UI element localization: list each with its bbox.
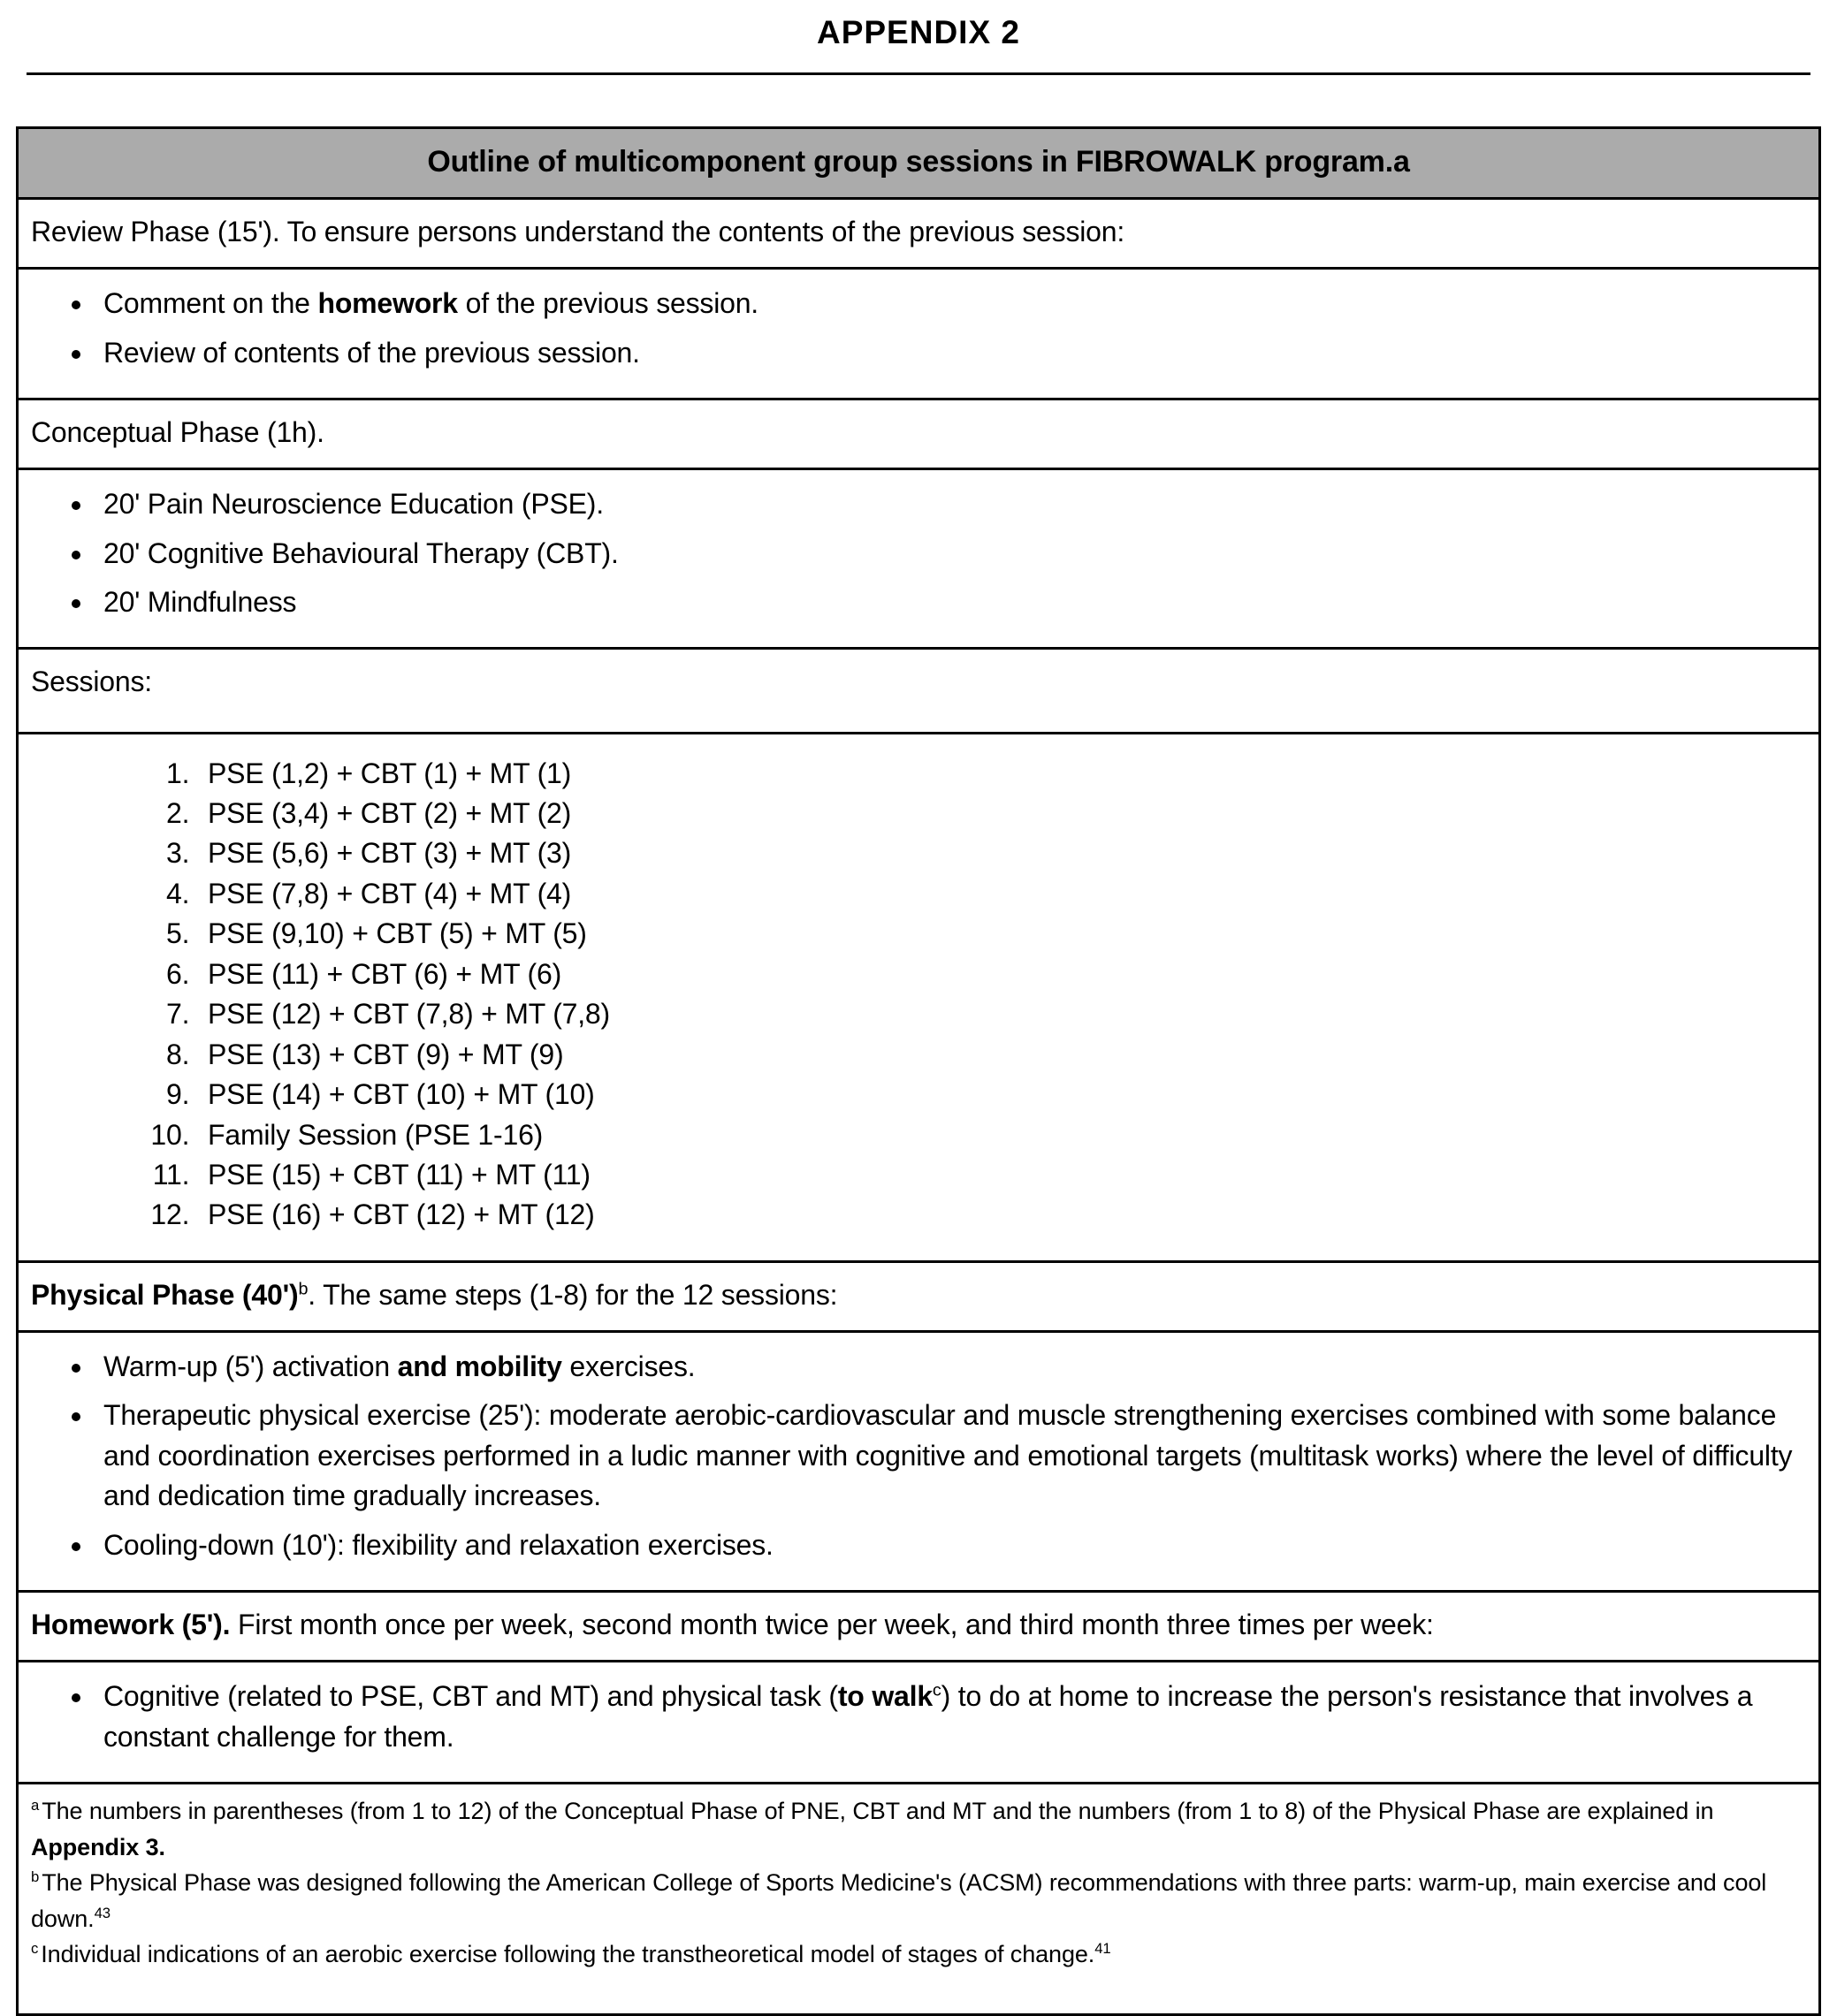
- list-item: • Therapeutic physical exercise (25'): moderate aerobic-cardiovascular and muscle strengthening exercises combined with some balance and coordination exercises performed in a ludic manner with cognitive and emotional targets (multitask works) where the level of difficulty and dedication time gradually increases.: [95, 1396, 1806, 1516]
- list-item: • Warm-up (5') activation and mobility exercises.: [95, 1347, 1806, 1387]
- row-review-phase-bullets: [19, 267, 1818, 398]
- review-bullet-list: [31, 284, 1806, 373]
- row-physical-phase-bullets: [19, 1330, 1818, 1590]
- sessions-label: Sessions:: [31, 666, 152, 698]
- sessions-numbered-list: [31, 754, 1806, 1236]
- list-item: 5. PSE (9,10) + CBT (5) + MT (5): [197, 914, 1806, 954]
- row-homework-bullets: [19, 1660, 1818, 1782]
- list-item: • Comment on the homework of the previous session.: [95, 284, 1806, 323]
- homework-heading: Homework (5'). First month once per week, second month twice per week, and third month three times per week:: [31, 1609, 1434, 1641]
- homework-bullet-list: [31, 1677, 1806, 1757]
- list-item: 3. PSE (5,6) + CBT (3) + MT (3): [197, 833, 1806, 873]
- page-title: APPENDIX 2: [816, 14, 1020, 50]
- footnote-c: $^c$ Individual indications of an aerobic exercise following the transtheoretical model of stages of change.$^{41}$: [31, 1940, 1111, 1968]
- review-phase-heading: Review Phase (15'). To ensure persons understand the contents of the previous session:: [31, 215, 1125, 247]
- row-conceptual-phase-heading: [19, 398, 1818, 468]
- list-item: • Review of contents of the previous session.: [95, 333, 1806, 373]
- list-item: • 20' Mindfulness: [95, 582, 1806, 622]
- list-item: 2. PSE (3,4) + CBT (2) + MT (2): [197, 794, 1806, 833]
- row-homework-heading: [19, 1590, 1818, 1660]
- list-item: • 20' Cognitive Behavioural Therapy (CBT).: [95, 534, 1806, 574]
- list-item: • Cooling-down (10'): flexibility and relaxation exercises.: [95, 1525, 1806, 1565]
- conceptual-phase-heading: Conceptual Phase (1h).: [31, 415, 324, 448]
- table-header-title: Outline of multicomponent group sessions in FIBROWALK program.a: [427, 145, 1410, 179]
- list-item: 6. PSE (11) + CBT (6) + MT (6): [197, 955, 1806, 994]
- footnote-b: $^b$ The Physical Phase was designed following the American College of Sports Medicine's (ACSM) recommendations with three parts: warm-up, main exercise and cool down.$^{43}$: [31, 1868, 1767, 1932]
- list-item: 10. Family Session (PSE 1-16): [197, 1115, 1806, 1155]
- row-physical-phase-heading: [19, 1260, 1818, 1330]
- footnote-a: $^a$ The numbers in parentheses (from 1 to 12) of the Conceptual Phase of PNE, CBT and MT and the numbers (from 1 to 8) of the Physical Phase are explained in Appendix 3.: [31, 1797, 1714, 1860]
- row-sessions-label: [19, 647, 1818, 731]
- list-item: 1. PSE (1,2) + CBT (1) + MT (1): [197, 754, 1806, 794]
- physical-bullet-list: [31, 1347, 1806, 1565]
- list-item: 4. PSE (7,8) + CBT (4) + MT (4): [197, 874, 1806, 914]
- fibrowalk-outline-table: [16, 126, 1821, 2016]
- list-item: 8. PSE (13) + CBT (9) + MT (9): [197, 1035, 1806, 1075]
- list-item: • Cognitive (related to PSE, CBT and MT) and physical task (to walk$^c$) to do at home to increase the person's resistance that involves a constant challenge for them.: [95, 1677, 1806, 1757]
- list-item: • 20' Pain Neuroscience Education (PSE).: [95, 484, 1806, 524]
- list-item: 9. PSE (14) + CBT (10) + MT (10): [197, 1075, 1806, 1115]
- list-item: 12. PSE (16) + CBT (12) + MT (12): [197, 1195, 1806, 1235]
- list-item: 11. PSE (15) + CBT (11) + MT (11): [197, 1155, 1806, 1195]
- title-divider: [27, 72, 1810, 75]
- row-sessions-list: [19, 732, 1818, 1260]
- list-item: 7. PSE (12) + CBT (7,8) + MT (7,8): [197, 994, 1806, 1034]
- physical-phase-heading: Physical Phase $(40')^b$. The same steps (1-8) for the 12 sessions:: [31, 1278, 838, 1311]
- row-conceptual-phase-bullets: [19, 468, 1818, 647]
- row-footnotes: [19, 1782, 1818, 2013]
- conceptual-bullet-list: [31, 484, 1806, 622]
- table-header: [19, 129, 1818, 197]
- row-review-phase-heading: [19, 197, 1818, 267]
